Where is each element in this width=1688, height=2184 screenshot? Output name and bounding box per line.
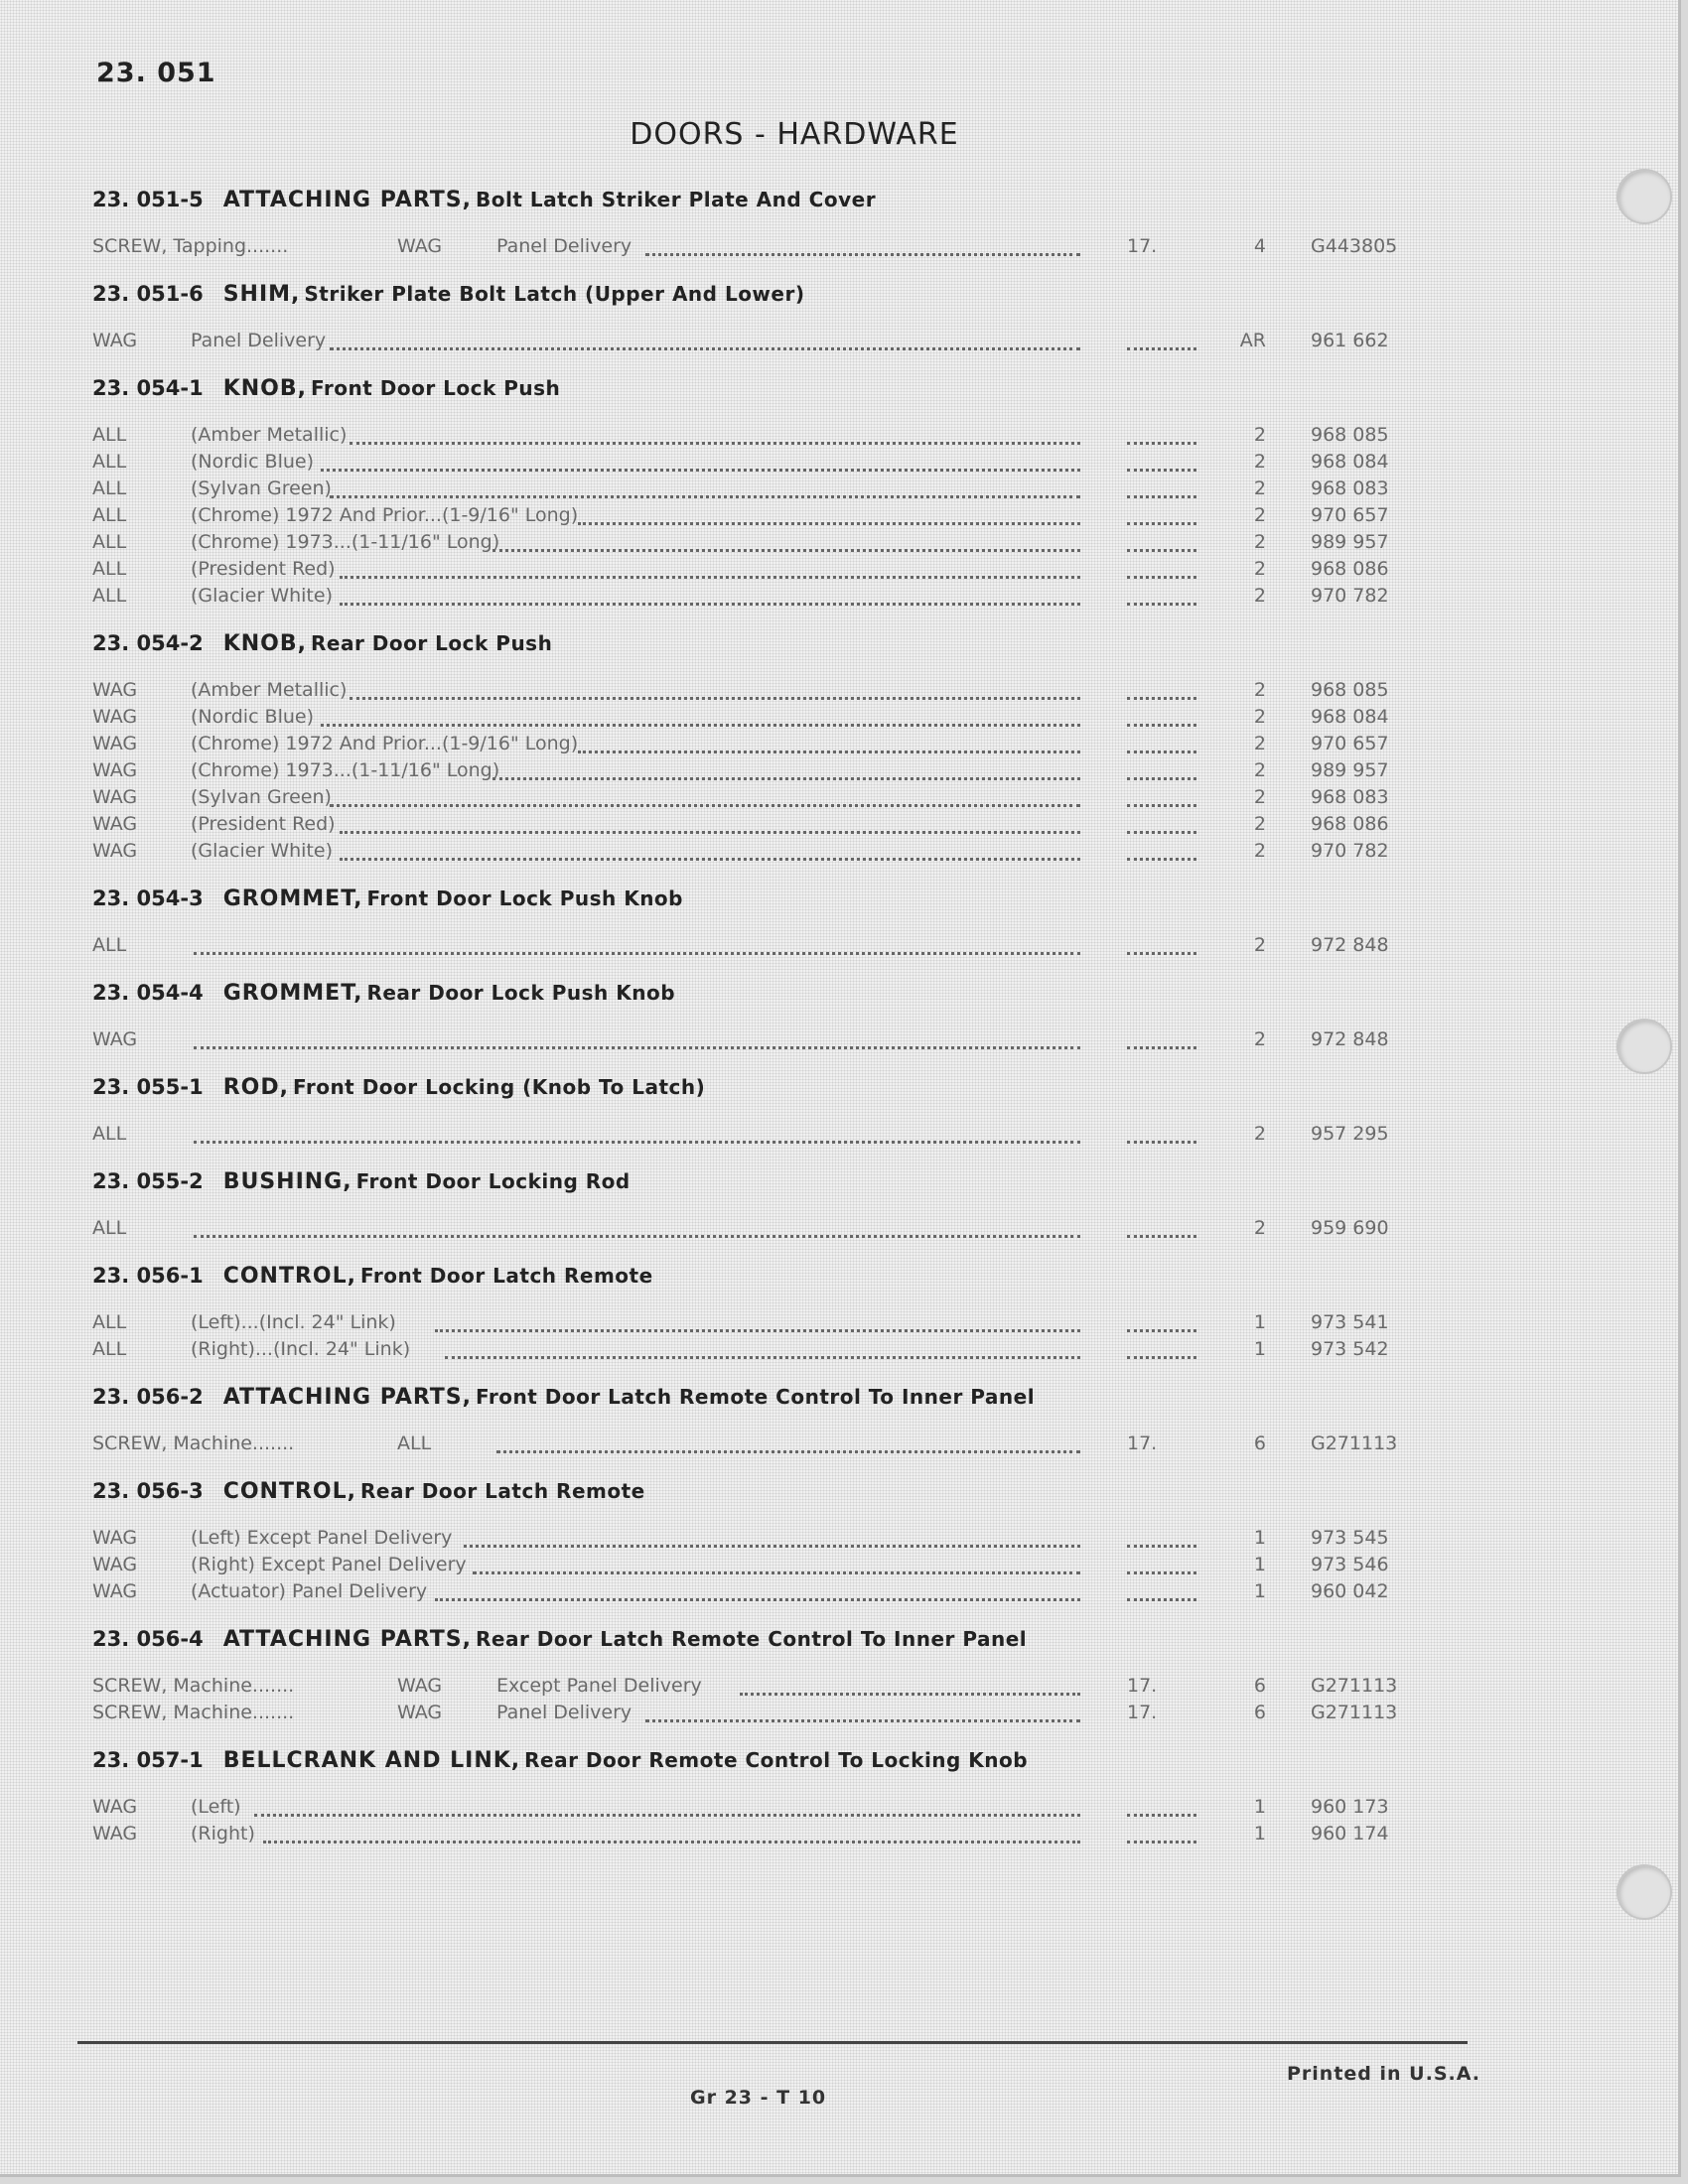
section-rows <box>0 1113 1678 1156</box>
leader-dots <box>1127 858 1196 861</box>
quantity-cell: 2 <box>1253 706 1266 728</box>
part-number-cell: 968 086 <box>1311 558 1389 580</box>
table-row <box>0 811 1678 838</box>
part-number-cell: 973 542 <box>1311 1338 1389 1360</box>
description-cell: (Amber Metallic) <box>191 424 348 446</box>
leader-dots <box>1127 1814 1196 1817</box>
section-rows <box>0 1665 1678 1734</box>
usage-cell: ALL <box>92 478 127 499</box>
description-cell: (Nordic Blue) <box>191 706 315 728</box>
section-rows <box>0 414 1678 617</box>
application-cell: Panel Delivery <box>496 1702 633 1723</box>
part-description: Front Door Locking (Knob To Latch) <box>292 1075 706 1099</box>
table-row <box>0 932 1678 959</box>
part-code: 23. 056-2 <box>92 1385 204 1409</box>
description-cell: Panel Delivery <box>191 330 327 351</box>
quantity-cell: 6 <box>1253 1675 1266 1697</box>
quantity-cell: 2 <box>1253 1028 1266 1050</box>
section-rows <box>0 320 1678 362</box>
usage-cell: ALL <box>92 934 127 956</box>
part-code: 23. 051-5 <box>92 188 204 211</box>
table-row <box>0 704 1678 731</box>
table-row <box>0 677 1678 704</box>
leader-dots <box>1127 1571 1196 1574</box>
quantity-cell: 2 <box>1253 759 1266 781</box>
part-number-cell: 968 085 <box>1311 679 1389 701</box>
table-row <box>0 1700 1678 1726</box>
part-number-cell: 968 084 <box>1311 706 1389 728</box>
table-row <box>0 757 1678 784</box>
section-heading <box>0 174 1678 225</box>
binder-hole <box>1617 1864 1672 1920</box>
part-description: Rear Door Latch Remote <box>359 1479 645 1503</box>
part-number-cell: 972 848 <box>1311 1028 1389 1050</box>
usage-cell: WAG <box>92 1580 138 1602</box>
part-section <box>0 617 1678 873</box>
section-rows <box>0 924 1678 967</box>
table-row <box>0 233 1678 260</box>
part-number-cell: 968 084 <box>1311 451 1389 473</box>
table-row <box>0 1336 1678 1363</box>
part-section <box>0 1250 1678 1371</box>
part-number-cell: 957 295 <box>1311 1123 1389 1145</box>
leader-dots <box>321 469 1080 472</box>
leader-dots <box>1127 347 1196 350</box>
printed-in-label: Printed in U.S.A. <box>1287 2063 1480 2085</box>
leader-dots <box>1127 495 1196 498</box>
leader-dots <box>1127 549 1196 552</box>
usage-cell: SCREW, Machine....... <box>92 1702 295 1723</box>
part-noun: ROD, <box>222 1075 289 1100</box>
table-row <box>0 1121 1678 1148</box>
units-cell: 17. <box>1127 1433 1158 1454</box>
leader-dots <box>254 1814 1080 1817</box>
usage-cell: WAG <box>92 1796 138 1818</box>
leader-dots <box>1127 1598 1196 1601</box>
part-section <box>0 268 1678 362</box>
description-cell: (Chrome) 1973...(1-11/16" Long) <box>191 759 500 781</box>
quantity-cell: 2 <box>1253 840 1266 862</box>
quantity-cell: 2 <box>1253 679 1266 701</box>
quantity-cell: 2 <box>1253 558 1266 580</box>
section-rows <box>0 1207 1678 1250</box>
usage-cell: SCREW, Machine....... <box>92 1433 295 1454</box>
quantity-cell: 2 <box>1253 585 1266 607</box>
leader-dots <box>1127 442 1196 445</box>
table-row <box>0 1026 1678 1053</box>
leader-dots <box>321 724 1080 727</box>
leader-dots <box>1127 804 1196 807</box>
part-description: Rear Door Remote Control To Locking Knob <box>524 1748 1029 1772</box>
description-cell: (Right)...(Incl. 24" Link) <box>191 1338 411 1360</box>
section-rows <box>0 1786 1678 1855</box>
part-description: Front Door Lock Push Knob <box>366 887 683 910</box>
table-row <box>0 1794 1678 1821</box>
leader-dots <box>340 858 1080 861</box>
part-noun: KNOB, <box>222 631 307 656</box>
description-cell: (Left) Except Panel Delivery <box>191 1527 453 1549</box>
quantity-cell: 6 <box>1253 1702 1266 1723</box>
model-cell: ALL <box>397 1433 432 1454</box>
table-row <box>0 1578 1678 1605</box>
part-number-cell: G271113 <box>1311 1433 1398 1454</box>
usage-cell: ALL <box>92 451 127 473</box>
table-row <box>0 583 1678 610</box>
part-description: Rear Door Lock Push <box>310 631 553 655</box>
part-number-cell: 959 690 <box>1311 1217 1389 1239</box>
usage-cell: WAG <box>92 1028 138 1050</box>
leader-dots <box>578 522 1080 525</box>
part-noun: BELLCRANK AND LINK, <box>222 1748 521 1773</box>
quantity-cell: 2 <box>1253 531 1266 553</box>
leader-dots <box>435 1329 1080 1332</box>
leader-dots <box>1127 751 1196 753</box>
description-cell: (Glacier White) <box>191 585 333 607</box>
leader-dots <box>330 347 1080 350</box>
part-code: 23. 054-4 <box>92 981 204 1005</box>
usage-cell: WAG <box>92 706 138 728</box>
leader-dots <box>464 1545 1080 1548</box>
quantity-cell: AR <box>1239 330 1266 351</box>
table-row <box>0 1525 1678 1552</box>
part-number-cell: G443805 <box>1311 235 1398 257</box>
part-number-cell: 989 957 <box>1311 759 1389 781</box>
part-code: 23. 054-3 <box>92 887 204 910</box>
usage-cell: WAG <box>92 330 138 351</box>
part-noun: BUSHING, <box>222 1169 352 1194</box>
part-section <box>0 873 1678 967</box>
part-code: 23. 055-1 <box>92 1075 204 1099</box>
usage-cell: SCREW, Tapping....... <box>92 235 289 257</box>
application-cell: Except Panel Delivery <box>496 1675 702 1697</box>
part-number-cell: 960 174 <box>1311 1823 1389 1844</box>
units-cell: 17. <box>1127 1675 1158 1697</box>
quantity-cell: 2 <box>1253 786 1266 808</box>
description-cell: (Chrome) 1973...(1-11/16" Long) <box>191 531 500 553</box>
part-number-cell: 970 657 <box>1311 733 1389 754</box>
table-row <box>0 1215 1678 1242</box>
table-row <box>0 1431 1678 1457</box>
quantity-cell: 1 <box>1253 1580 1266 1602</box>
quantity-cell: 2 <box>1253 424 1266 446</box>
section-rows <box>0 1301 1678 1371</box>
section-heading <box>0 1250 1678 1301</box>
leader-dots <box>645 1719 1080 1722</box>
leader-dots <box>1127 724 1196 727</box>
leader-dots <box>496 1450 1080 1453</box>
units-cell: 17. <box>1127 1702 1158 1723</box>
section-heading <box>0 873 1678 924</box>
section-heading <box>0 362 1678 414</box>
part-section <box>0 174 1678 268</box>
part-number-cell: 960 173 <box>1311 1796 1389 1818</box>
section-heading <box>0 1371 1678 1423</box>
part-number-cell: 989 957 <box>1311 531 1389 553</box>
part-noun: ATTACHING PARTS, <box>222 1385 473 1410</box>
quantity-cell: 2 <box>1253 1123 1266 1145</box>
leader-dots <box>1127 952 1196 955</box>
usage-cell: ALL <box>92 531 127 553</box>
leader-dots <box>194 952 1080 955</box>
table-row <box>0 476 1678 502</box>
part-number-cell: 970 782 <box>1311 585 1389 607</box>
usage-cell: WAG <box>92 786 138 808</box>
usage-cell: WAG <box>92 813 138 835</box>
part-code: 23. 056-4 <box>92 1627 204 1651</box>
usage-cell: ALL <box>92 558 127 580</box>
leader-dots <box>473 1571 1080 1574</box>
part-number-cell: 961 662 <box>1311 330 1389 351</box>
leader-dots <box>1127 1841 1196 1843</box>
description-cell: (Nordic Blue) <box>191 451 315 473</box>
quantity-cell: 2 <box>1253 813 1266 835</box>
description-cell: (Left) <box>191 1796 241 1818</box>
quantity-cell: 2 <box>1253 1217 1266 1239</box>
table-row <box>0 328 1678 354</box>
part-number-cell: 968 085 <box>1311 424 1389 446</box>
quantity-cell: 6 <box>1253 1433 1266 1454</box>
part-noun: ATTACHING PARTS, <box>222 1627 473 1652</box>
part-number-cell: G271113 <box>1311 1702 1398 1723</box>
part-number-cell: 968 083 <box>1311 478 1389 499</box>
page-number: 23. 051 <box>96 58 216 88</box>
section-heading <box>0 1613 1678 1665</box>
part-section <box>0 1156 1678 1250</box>
leader-dots <box>1127 1235 1196 1238</box>
part-code: 23. 057-1 <box>92 1748 204 1772</box>
leader-dots <box>740 1693 1080 1696</box>
usage-cell: WAG <box>92 1554 138 1575</box>
part-number-cell: 973 541 <box>1311 1311 1389 1333</box>
leader-dots <box>1127 603 1196 606</box>
description-cell: (President Red) <box>191 558 336 580</box>
usage-cell: ALL <box>92 585 127 607</box>
leader-dots <box>340 576 1080 579</box>
table-row <box>0 1309 1678 1336</box>
table-row <box>0 449 1678 476</box>
part-description: Bolt Latch Striker Plate And Cover <box>476 188 877 211</box>
table-row <box>0 731 1678 757</box>
part-section <box>0 362 1678 617</box>
section-heading <box>0 1734 1678 1786</box>
part-description: Striker Plate Bolt Latch (Upper And Lower) <box>304 282 805 306</box>
leader-dots <box>350 697 1080 700</box>
application-cell: Panel Delivery <box>496 235 633 257</box>
part-noun: CONTROL, <box>222 1479 356 1504</box>
usage-cell: ALL <box>92 424 127 446</box>
quantity-cell: 1 <box>1253 1823 1266 1844</box>
table-row <box>0 422 1678 449</box>
leader-dots <box>263 1841 1080 1843</box>
part-description: Front Door Lock Push <box>310 376 561 400</box>
page-title: DOORS - HARDWARE <box>630 117 959 152</box>
part-section <box>0 1061 1678 1156</box>
leader-dots <box>1127 1141 1196 1144</box>
quantity-cell: 2 <box>1253 934 1266 956</box>
section-heading <box>0 1156 1678 1207</box>
description-cell: (Sylvan Green) <box>191 786 332 808</box>
part-number-cell: 973 545 <box>1311 1527 1389 1549</box>
part-number-cell: 968 083 <box>1311 786 1389 808</box>
description-cell: (Chrome) 1972 And Prior...(1-9/16" Long) <box>191 504 579 526</box>
section-rows <box>0 1517 1678 1613</box>
quantity-cell: 1 <box>1253 1554 1266 1575</box>
table-row <box>0 784 1678 811</box>
part-number-cell: 960 042 <box>1311 1580 1389 1602</box>
model-cell: WAG <box>397 1702 443 1723</box>
usage-cell: WAG <box>92 1527 138 1549</box>
table-row <box>0 1821 1678 1847</box>
leader-dots <box>194 1046 1080 1049</box>
part-number-cell: 972 848 <box>1311 934 1389 956</box>
part-noun: GROMMET, <box>222 887 363 911</box>
usage-cell: WAG <box>92 679 138 701</box>
leader-dots <box>1127 576 1196 579</box>
description-cell: (Left)...(Incl. 24" Link) <box>191 1311 396 1333</box>
leader-dots <box>1127 1046 1196 1049</box>
usage-cell: WAG <box>92 759 138 781</box>
part-code: 23. 054-1 <box>92 376 204 400</box>
model-cell: WAG <box>397 1675 443 1697</box>
part-noun: SHIM, <box>222 282 301 307</box>
quantity-cell: 1 <box>1253 1338 1266 1360</box>
part-code: 23. 051-6 <box>92 282 204 306</box>
description-cell: (Sylvan Green) <box>191 478 332 499</box>
quantity-cell: 2 <box>1253 478 1266 499</box>
leader-dots <box>1127 697 1196 700</box>
description-cell: (Right) <box>191 1823 255 1844</box>
usage-cell: WAG <box>92 1823 138 1844</box>
leader-dots <box>492 549 1080 552</box>
usage-cell: WAG <box>92 733 138 754</box>
part-number-cell: 970 657 <box>1311 504 1389 526</box>
part-description: Front Door Latch Remote <box>359 1264 653 1288</box>
leader-dots <box>1127 1329 1196 1332</box>
section-rows <box>0 669 1678 873</box>
part-section <box>0 1734 1678 1855</box>
usage-cell: ALL <box>92 1338 127 1360</box>
section-rows <box>0 1019 1678 1061</box>
leader-dots <box>435 1598 1080 1601</box>
leader-dots <box>340 831 1080 834</box>
usage-cell: ALL <box>92 1217 127 1239</box>
leader-dots <box>194 1141 1080 1144</box>
description-cell: (Chrome) 1972 And Prior...(1-9/16" Long) <box>191 733 579 754</box>
part-number-cell: 968 086 <box>1311 813 1389 835</box>
part-noun: GROMMET, <box>222 981 363 1006</box>
section-rows <box>0 1423 1678 1465</box>
section-heading <box>0 617 1678 669</box>
quantity-cell: 1 <box>1253 1311 1266 1333</box>
table-row <box>0 556 1678 583</box>
part-code: 23. 056-1 <box>92 1264 204 1288</box>
units-cell: 17. <box>1127 235 1158 257</box>
leader-dots <box>445 1356 1080 1359</box>
usage-cell: ALL <box>92 1123 127 1145</box>
table-row <box>0 529 1678 556</box>
leader-dots <box>578 751 1080 753</box>
part-noun: KNOB, <box>222 376 307 401</box>
table-row <box>0 1552 1678 1578</box>
part-code: 23. 054-2 <box>92 631 204 655</box>
usage-cell: WAG <box>92 840 138 862</box>
leader-dots <box>645 253 1080 256</box>
leader-dots <box>330 804 1080 807</box>
quantity-cell: 1 <box>1253 1527 1266 1549</box>
part-noun: ATTACHING PARTS, <box>222 188 473 212</box>
quantity-cell: 2 <box>1253 451 1266 473</box>
description-cell: (President Red) <box>191 813 336 835</box>
description-cell: (Actuator) Panel Delivery <box>191 1580 428 1602</box>
leader-dots <box>1127 831 1196 834</box>
leader-dots <box>194 1235 1080 1238</box>
part-section <box>0 1613 1678 1734</box>
leader-dots <box>1127 777 1196 780</box>
part-section <box>0 967 1678 1061</box>
quantity-cell: 2 <box>1253 504 1266 526</box>
table-row <box>0 838 1678 865</box>
section-heading <box>0 967 1678 1019</box>
description-cell: (Amber Metallic) <box>191 679 348 701</box>
part-description: Front Door Latch Remote Control To Inner Panel <box>476 1385 1036 1409</box>
section-heading <box>0 1061 1678 1113</box>
part-description: Rear Door Latch Remote Control To Inner Panel <box>476 1627 1028 1651</box>
section-heading <box>0 1465 1678 1517</box>
usage-cell: ALL <box>92 504 127 526</box>
table-row <box>0 1673 1678 1700</box>
section-heading <box>0 268 1678 320</box>
leader-dots <box>330 495 1080 498</box>
leader-dots <box>1127 1356 1196 1359</box>
model-cell: WAG <box>397 235 443 257</box>
part-section <box>0 1465 1678 1613</box>
part-number-cell: G271113 <box>1311 1675 1398 1697</box>
usage-cell: SCREW, Machine....... <box>92 1675 295 1697</box>
part-section <box>0 1371 1678 1465</box>
leader-dots <box>1127 469 1196 472</box>
quantity-cell: 4 <box>1253 235 1266 257</box>
quantity-cell: 1 <box>1253 1796 1266 1818</box>
part-number-cell: 973 546 <box>1311 1554 1389 1575</box>
description-cell: (Right) Except Panel Delivery <box>191 1554 467 1575</box>
description-cell: (Glacier White) <box>191 840 333 862</box>
group-reference: Gr 23 - T 10 <box>690 2087 827 2109</box>
leader-dots <box>340 603 1080 606</box>
quantity-cell: 2 <box>1253 733 1266 754</box>
leader-dots <box>1127 1545 1196 1548</box>
part-code: 23. 055-2 <box>92 1169 204 1193</box>
part-noun: CONTROL, <box>222 1264 356 1289</box>
part-description: Rear Door Lock Push Knob <box>366 981 676 1005</box>
part-number-cell: 970 782 <box>1311 840 1389 862</box>
leader-dots <box>492 777 1080 780</box>
usage-cell: ALL <box>92 1311 127 1333</box>
leader-dots <box>1127 522 1196 525</box>
leader-dots <box>350 442 1080 445</box>
parts-list <box>0 174 1678 1855</box>
table-row <box>0 502 1678 529</box>
part-description: Front Door Locking Rod <box>355 1169 631 1193</box>
part-code: 23. 056-3 <box>92 1479 204 1503</box>
section-rows <box>0 225 1678 268</box>
footer-rule <box>77 2041 1468 2044</box>
